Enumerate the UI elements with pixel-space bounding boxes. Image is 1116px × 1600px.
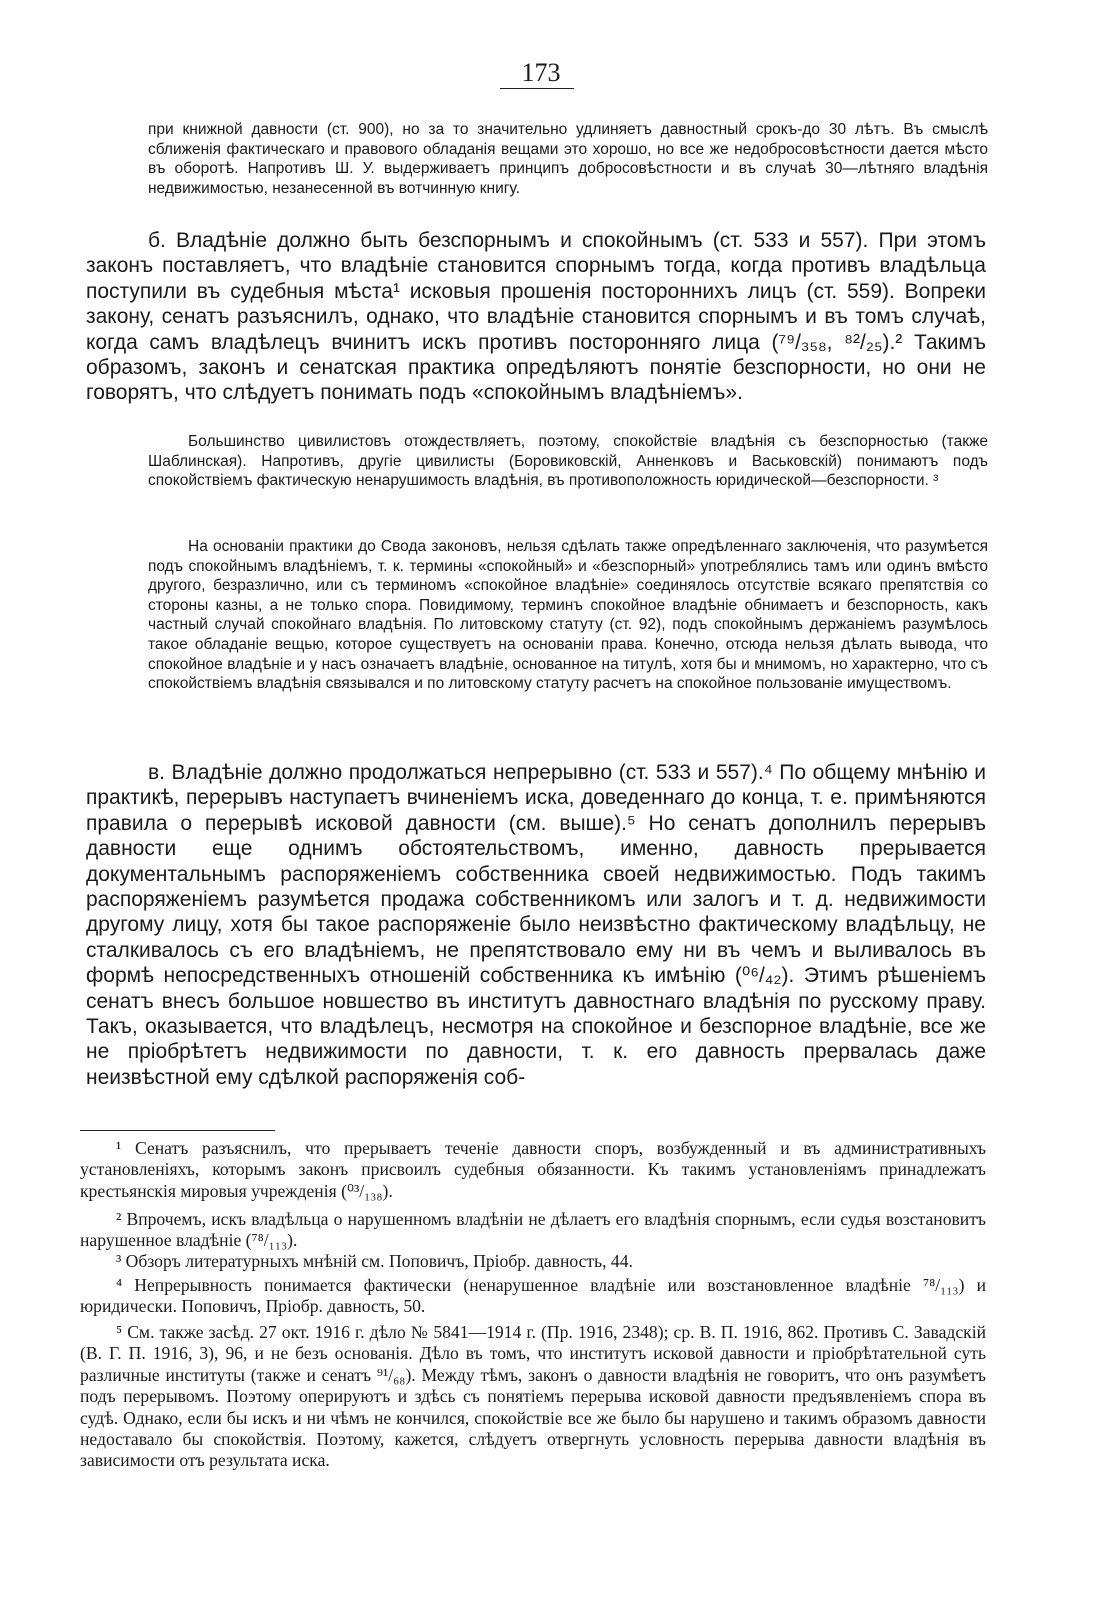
footnote-3: ³ Обзоръ литературныхъ мнѣній см. Поповичъ, Пріобр. давность, 44. — [116, 1251, 633, 1271]
footnote-5: ⁵ См. также засѣд. 27 окт. 1916 г. дѣло № 5841—1914 г. (Пр. 1916, 2348); ср. В. П. 1916, 862. Противъ С. Завадскій (В. Г. П. 1916, 3), 96, и не безъ основанія. Дѣло въ томъ, что институтъ исковой давности и пріобрѣтательной суть различные институты (также и сенатъ ⁹¹/₆₈). Между тѣмъ, законъ о давности владѣнія не говоритъ, что онъ разумѣетъ подъ перерывомъ. Поэтому оперируютъ и здѣсь съ понятіемъ перерыва исковой давности предъявленіемъ спора въ судѣ. Однако, если бы искъ и ни чѣмъ не кончился, спокойствіе все же было бы нарушено и такимъ образомъ давности недоставало бы спокойствія. Поэтому, кажется, слѣдуетъ отвергнуть условность перерыва давности владѣнія въ зависимости отъ результата иска. — [80, 1322, 986, 1471]
small-paragraph-practice: На основаніи практики до Свода законовъ, нельзя сдѣлать также опредѣленнаго заключенія, что разумѣется подъ спокойнымъ владѣніемъ, т. к. термины «спокойный» и «безспорный» употреблялись тамъ или одинъ вмѣсто другого, безразлично, или съ терминомъ «спокойное владѣніе» соединялось отсутствіе всякаго препятствія со стороны казны, а не только спора. Повидимому, терминъ спокойное владѣніе обнимаетъ и безспорность, какъ частный случай спокойнаго владѣнія. По литовскому статуту (ст. 92), подъ спокойнымъ держаніемъ разумѣлось такое обладаніе вещью, которое существуетъ на основаніи права. Конечно, отсюда нельзя дѣлать вывода, что спокойное владѣніе и у насъ означаетъ владѣніе, основанное на титулѣ, хотя бы и мнимомъ, но характерно, что съ спокойствіемъ владѣнія связывался и по литовскому статуту расчетъ на спокойное пользованіе имуществомъ. — [148, 538, 988, 693]
footnote-2: ² Впрочемъ, искъ владѣльца о нарушенномъ владѣніи не дѣлаетъ его владѣнія спорнымъ, если судья возстановитъ нарушенное владѣніе (⁷⁸/₁₁₃). — [80, 1209, 986, 1251]
page-number: 173 — [521, 58, 561, 87]
page-number-rule — [500, 88, 574, 89]
footnote-4: ⁴ Непрерывность понимается фактически (ненарушенное владѣніе или возстановленное владѣніе ⁷⁸/₁₁₃) и юридически. Поповичъ, Пріобр. давность, 50. — [80, 1275, 986, 1317]
section-b-paragraph: б. Владѣніе должно быть безспорнымъ и спокойнымъ (ст. 533 и 557). При этомъ законъ поставляетъ, что владѣніе становится спорнымъ тогда, когда противъ владѣльца поступили въ судебныя мѣста¹ исковыя прошенія постороннихъ лицъ (ст. 559). Вопреки закону, сенатъ разъяснилъ, однако, что владѣніе становится спорнымъ и въ томъ случаѣ, когда самъ владѣлецъ вчинитъ искъ противъ посторонняго лица (⁷⁹/₃₅₈, ⁸²/₂₅).² Такимъ образомъ, законъ и сенатская практика опредѣляютъ понятіе безспорности, но они не говорятъ, что слѣдуетъ понимать подъ «спокойнымъ владѣніемъ». — [86, 229, 986, 405]
section-v-paragraph: в. Владѣніе должно продолжаться непрерывно (ст. 533 и 557).⁴ По общему мнѣнію и практикѣ, перерывъ наступаетъ вчиненіемъ иска, доведеннаго до конца, т. е. примѣняются правила о перерывѣ исковой давности (см. выше).⁵ Но сенатъ дополнилъ перерывъ давности еще однимъ обстоятельствомъ, именно, давность прерывается документальнымъ распоряженіемъ собственника своей недвижимостью. Подъ такимъ распоряженіемъ разумѣется продажа собственникомъ или залогъ и т. д. недвижимости другому лицу, хотя бы такое распоряженіе было неизвѣстно фактическому владѣльцу, не сталкивалось съ его владѣніемъ, не препятствовало ему ни въ чемъ и выливалось въ формѣ непосредственныхъ отношеній собственника къ имѣнію (⁰⁶/₄₂). Этимъ рѣшеніемъ сенатъ внесъ большое новшество въ институтъ давностнаго владѣнія по русскому праву. Такъ, оказывается, что владѣлецъ, несмотря на спокойное и безспорное владѣніе, все же не пріобрѣтетъ недвижимости по давности, т. к. его давность прервалась даже неизвѣстной ему сдѣлкой распоряженія соб- — [86, 761, 986, 1089]
continued-paragraph: при книжной давности (ст. 900), но за то значительно удлиняетъ давностный срокъ-до 30 лѣтъ. Въ смыслѣ сближенія фактическаго и правового обладанія вещами это хорошо, но все же недобросовѣстности дается мѣсто въ оборотѣ. Напротивъ Ш. У. выдерживаетъ принципъ добросовѣстности и въ случаѣ 30—лѣтняго владѣнія недвижимостью, незанесенной въ вотчинную книгу. — [148, 121, 988, 197]
footnote-rule — [80, 1130, 275, 1131]
small-paragraph-civilists: Большинство цивилистовъ отождествляетъ, поэтому, спокойствіе владѣнія съ безспорностью (также Шаблинская). Напротивъ, другіе цивилисты (Боровиковскій, Анненковъ и Васьковскій) понимаютъ подъ спокойствіемъ фактическую ненарушимость владѣнія, въ противоположность юридической—безспорности. ³ — [148, 433, 988, 490]
footnote-1: ¹ Сенатъ разъяснилъ, что прерываетъ теченіе давности споръ, возбужденный и въ административныхъ установленіяхъ, которымъ законъ присвоилъ судебныя обязанности. Къ такимъ установленіямъ принадлежатъ крестьянскія мировыя учрежденія (⁰³/₁₃₈). — [80, 1138, 986, 1201]
